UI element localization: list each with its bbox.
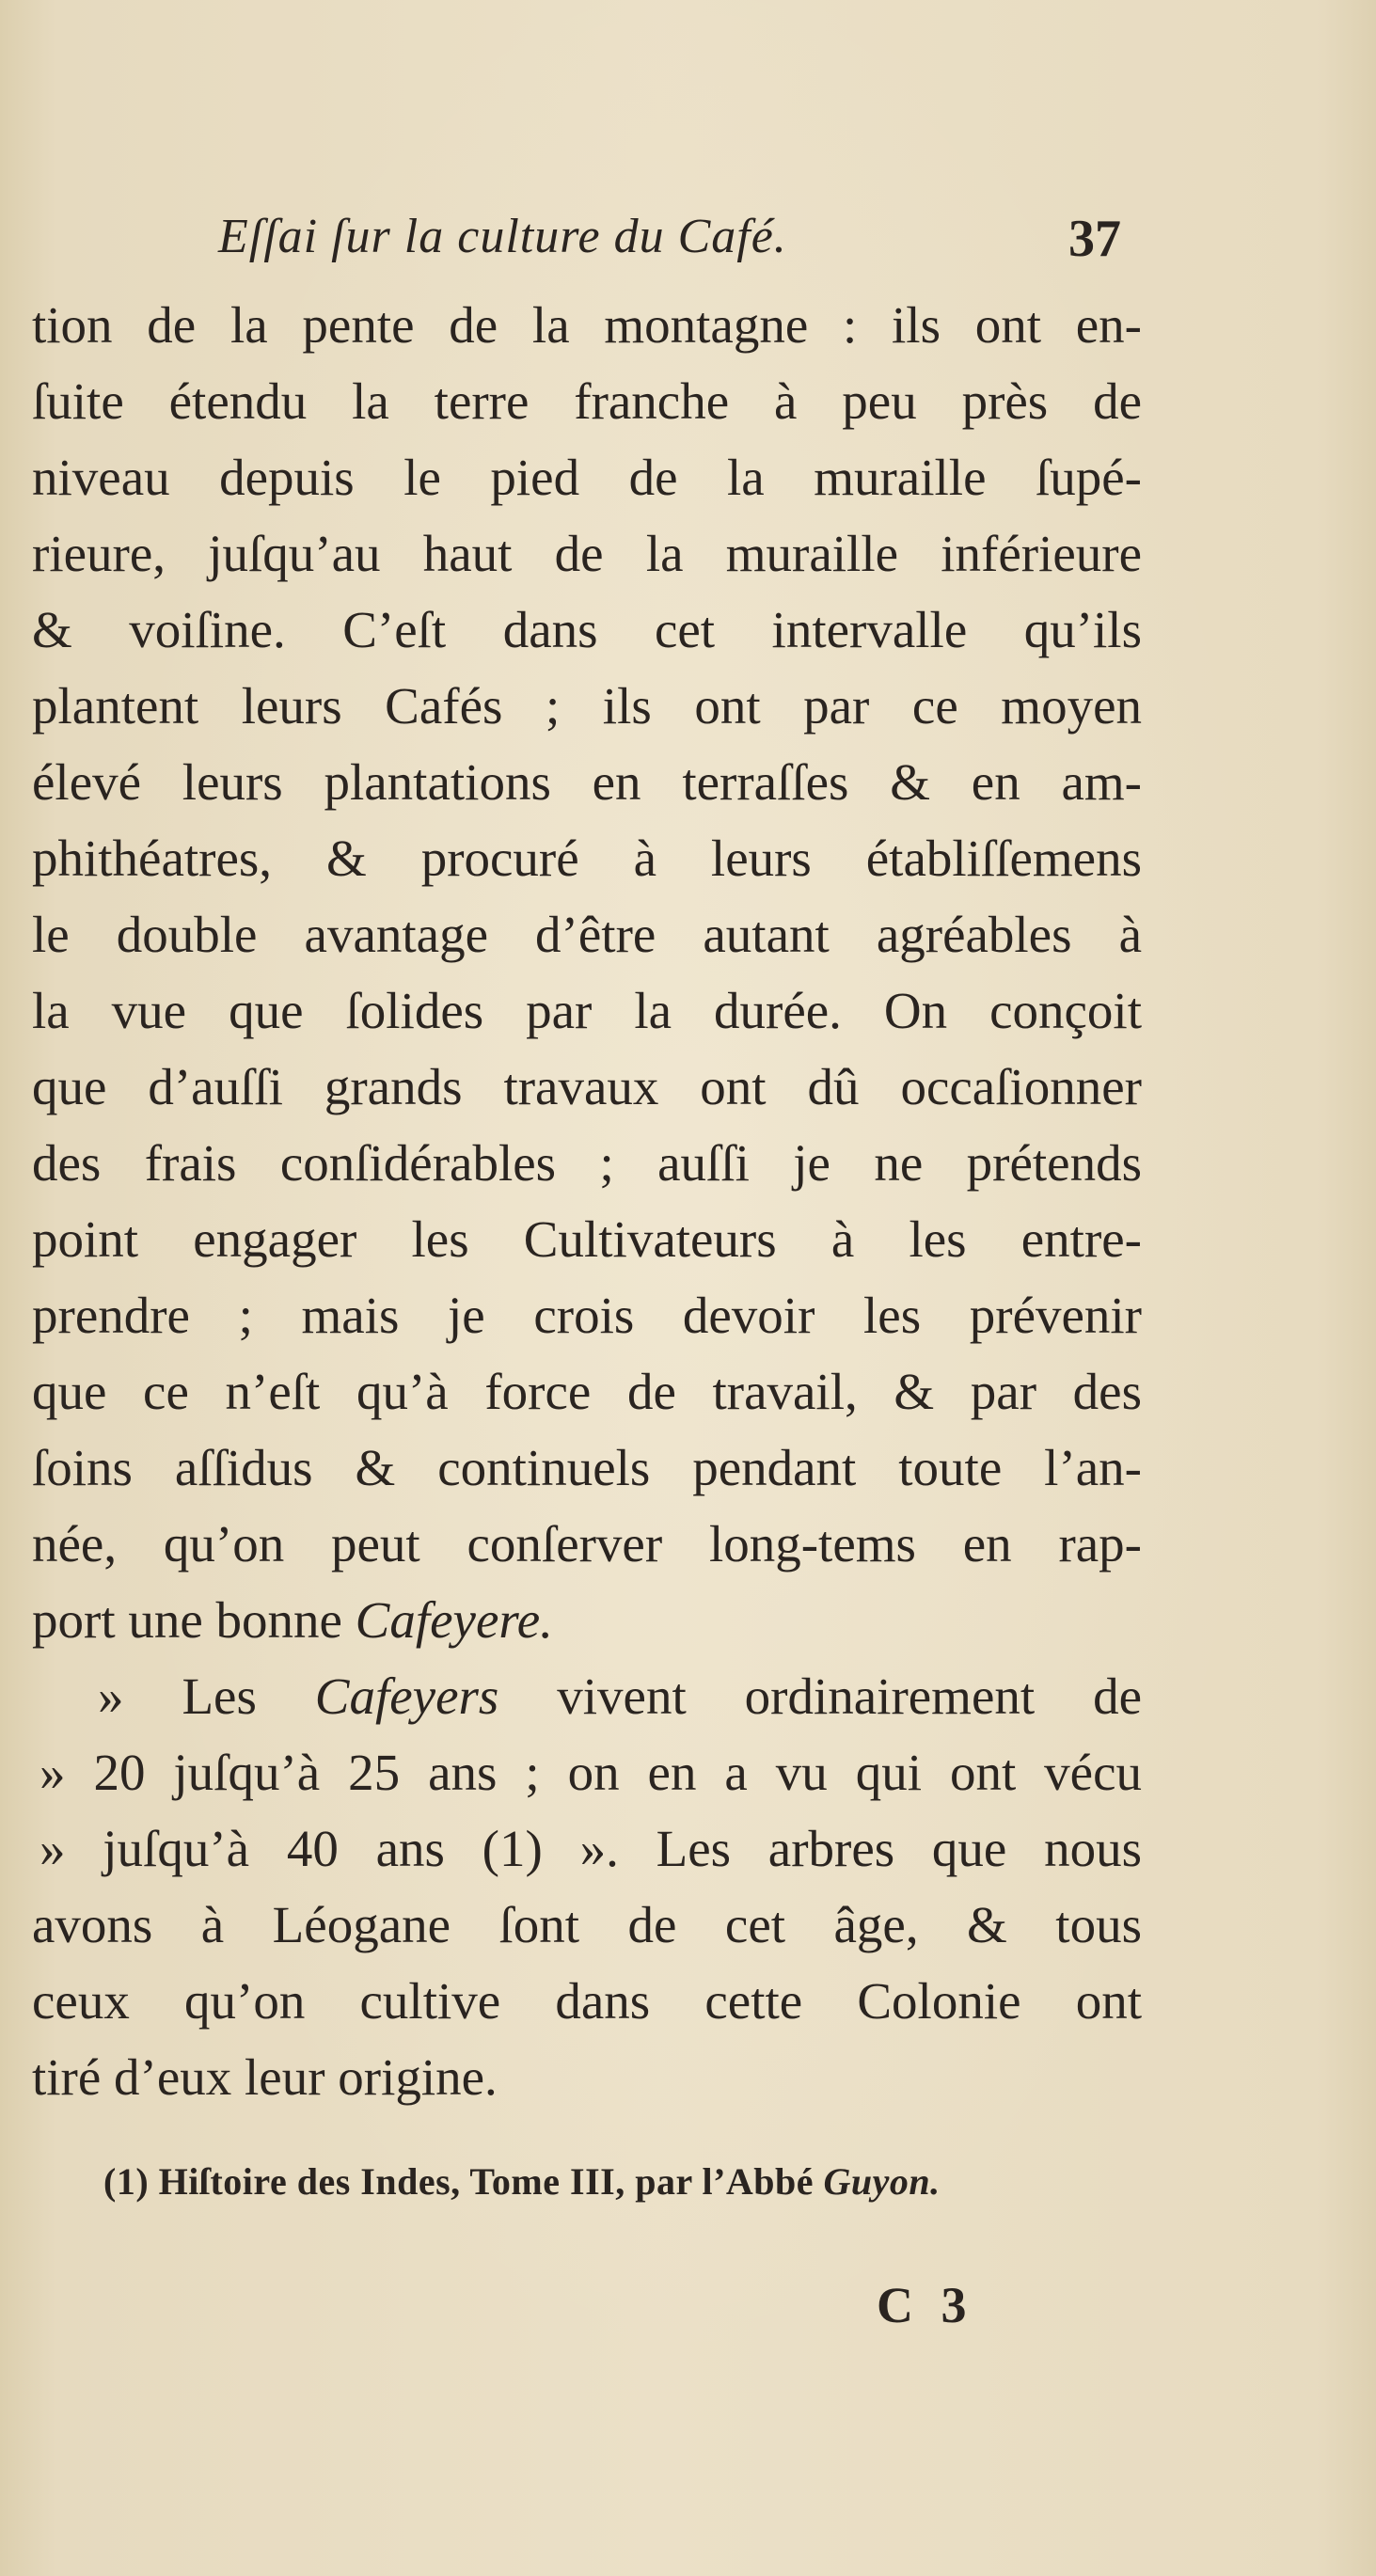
text-line: que d’auſſi grands travaux ont dû occaſionner bbox=[32, 1058, 1142, 1115]
signature-mark: C 3 bbox=[877, 2277, 974, 2333]
page-number: 37 bbox=[1068, 210, 1121, 268]
text-line: prendre ; mais je crois devoir les prévenir bbox=[32, 1287, 1142, 1344]
body-text bbox=[32, 287, 1142, 2115]
footnote-author: Guyon. bbox=[823, 2160, 941, 2203]
running-head bbox=[218, 209, 1121, 275]
text-line: ſoins aſſidus & continuels pendant toute l’an- bbox=[32, 1439, 1142, 1496]
text-segment: port une bonne bbox=[32, 1591, 342, 1649]
text-line: niveau depuis le pied de la muraille ſupé- bbox=[32, 449, 1142, 506]
quote-line: » 20 juſqu’à 25 ans ; on en a vu qui ont vécu bbox=[40, 1744, 1142, 1801]
text-line: la vue que ſolides par la durée. On conçoit bbox=[32, 982, 1142, 1039]
text-line: tiré d’eux leur origine. bbox=[32, 2048, 498, 2106]
footnote-text: (1) Hiſtoire des Indes, Tome III, par l’Abbé bbox=[103, 2160, 824, 2203]
text-line: élevé leurs plantations en terraſſes & en am- bbox=[32, 753, 1142, 811]
text-line: le double avantage d’être autant agréables à bbox=[32, 906, 1142, 963]
footnote bbox=[103, 2159, 941, 2204]
quote-line bbox=[32, 1658, 1142, 1734]
text-line: ſuite étendu la terre franche à peu près de bbox=[32, 372, 1142, 430]
text-line: née, qu’on peut conſerver long-tems en rap- bbox=[32, 1515, 1142, 1572]
text-line: plantent leurs Cafés ; ils ont par ce moyen bbox=[32, 677, 1142, 735]
text-line: avons à Léogane ſont de cet âge, & tous bbox=[32, 1896, 1142, 1953]
text-segment: vivent ordinairement de bbox=[498, 1667, 1142, 1725]
text-line: point engager les Cultivateurs à les entre- bbox=[32, 1210, 1142, 1268]
text-segment: » Les bbox=[98, 1667, 315, 1725]
text-line: ceux qu’on cultive dans cette Colonie ont bbox=[32, 1972, 1142, 2030]
text-line: tion de la pente de la montagne : ils ont en- bbox=[32, 296, 1142, 354]
quote-line: » juſqu’à 40 ans (1) ». Les arbres que nous bbox=[40, 1820, 1142, 1877]
text-line: phithéatres, & procuré à leurs établiſſemens bbox=[32, 830, 1142, 887]
text-line: rieure, juſqu’au haut de la muraille inférieure bbox=[32, 525, 1142, 582]
text-line: des frais conſidérables ; auſſi je ne prétends bbox=[32, 1134, 1142, 1192]
italic-word: Cafeyere. bbox=[355, 1591, 553, 1649]
italic-word: Cafeyers bbox=[314, 1667, 499, 1725]
text-line: que ce n’eſt qu’à force de travail, & par des bbox=[32, 1363, 1142, 1420]
text-line bbox=[32, 1582, 1142, 1658]
text-line: & voiſine. C’eſt dans cet intervalle qu’ils bbox=[32, 601, 1142, 658]
running-title: Eſſai ſur la culture du Café. bbox=[218, 210, 787, 263]
